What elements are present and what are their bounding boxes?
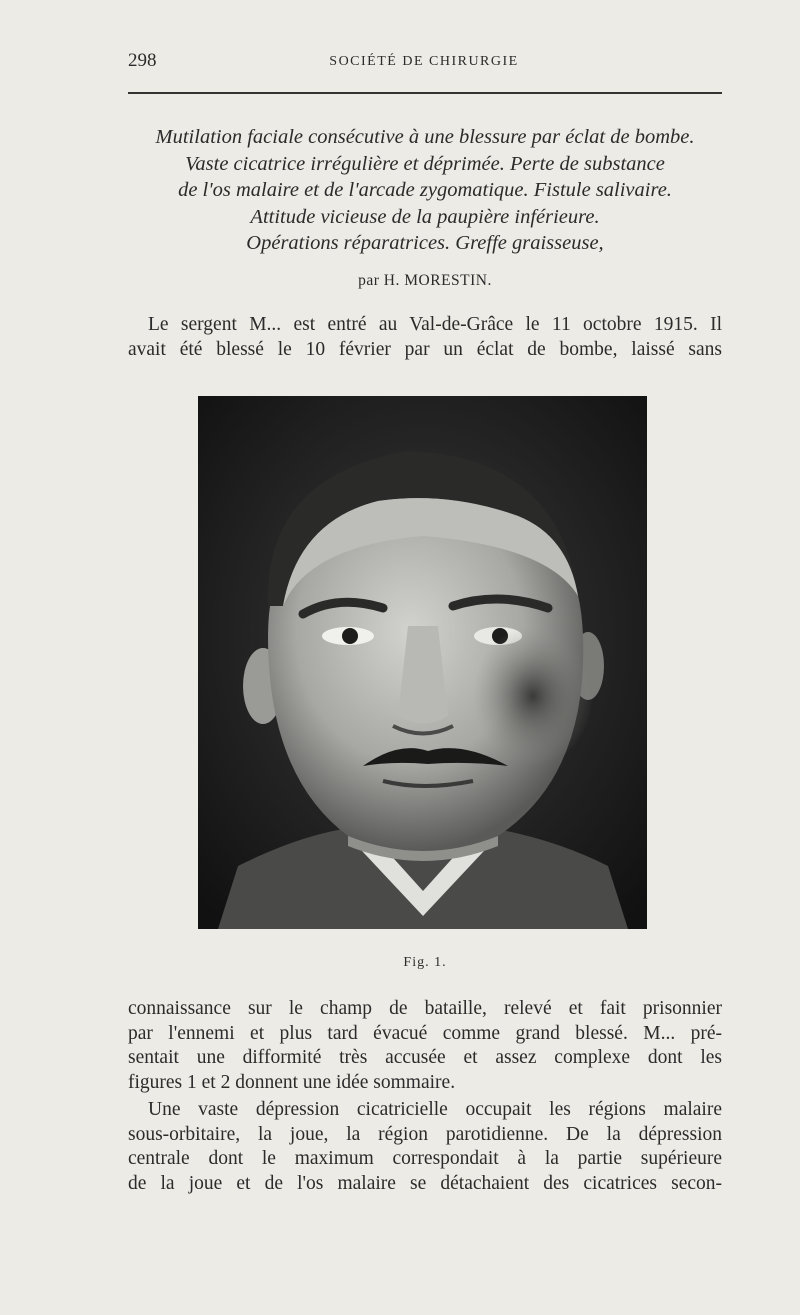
article-title <box>128 124 722 257</box>
header-rule <box>128 92 722 94</box>
text-line: de la joue et de l'os malaire se détachaient des cicatrices secon- <box>128 1172 722 1194</box>
author-byline: par H. MORESTIN. <box>358 272 492 289</box>
title-line: Opérations réparatrices. Greffe graisseuse, <box>246 232 604 254</box>
text-line: par l'ennemi et plus tard évacué comme grand blessé. M... pré- <box>128 1022 722 1044</box>
running-header <box>128 50 720 74</box>
text-line: sentait une difformité très accusée et assez complexe dont les <box>128 1047 722 1068</box>
text-line: Une vaste dépression cicatricielle occupait les régions malaire <box>148 1099 722 1120</box>
text-line: connaissance sur le champ de bataille, relevé et fait prisonnier <box>128 998 722 1019</box>
title-line: Vaste cicatrice irrégulière et déprimée. Perte de substance <box>185 152 665 175</box>
text-line: centrale dont le maximum correspondait à la partie supérieure <box>128 1148 722 1169</box>
body-paragraph <box>128 1098 722 1196</box>
body-paragraph <box>128 313 722 362</box>
title-line: Mutilation faciale consécutive à une blessure par éclat de bombe. <box>155 126 695 148</box>
title-line: Attitude vicieuse de la paupière inférieure. <box>250 205 600 228</box>
figure-photograph <box>198 396 647 929</box>
text-line: Le sergent M... est entré au Val-de-Grâce le 11 octobre 1915. Il <box>148 314 722 335</box>
text-line: sous-orbitaire, la joue, la région parotidienne. De la dépression <box>128 1123 722 1145</box>
text-line: avait été blessé le 10 février par un éclat de bombe, laissé sans <box>128 338 722 360</box>
portrait-photo <box>198 396 647 929</box>
title-line: de l'os malaire et de l'arcade zygomatique. Fistule salivaire. <box>178 179 672 201</box>
body-paragraph <box>128 997 722 1095</box>
journal-title: SOCIÉTÉ DE CHIRURGIE <box>329 54 519 69</box>
text-line: figures 1 et 2 donnent une idée sommaire. <box>128 1071 456 1093</box>
page-number: 298 <box>128 50 157 71</box>
figure-caption: Fig. 1. <box>403 955 447 970</box>
